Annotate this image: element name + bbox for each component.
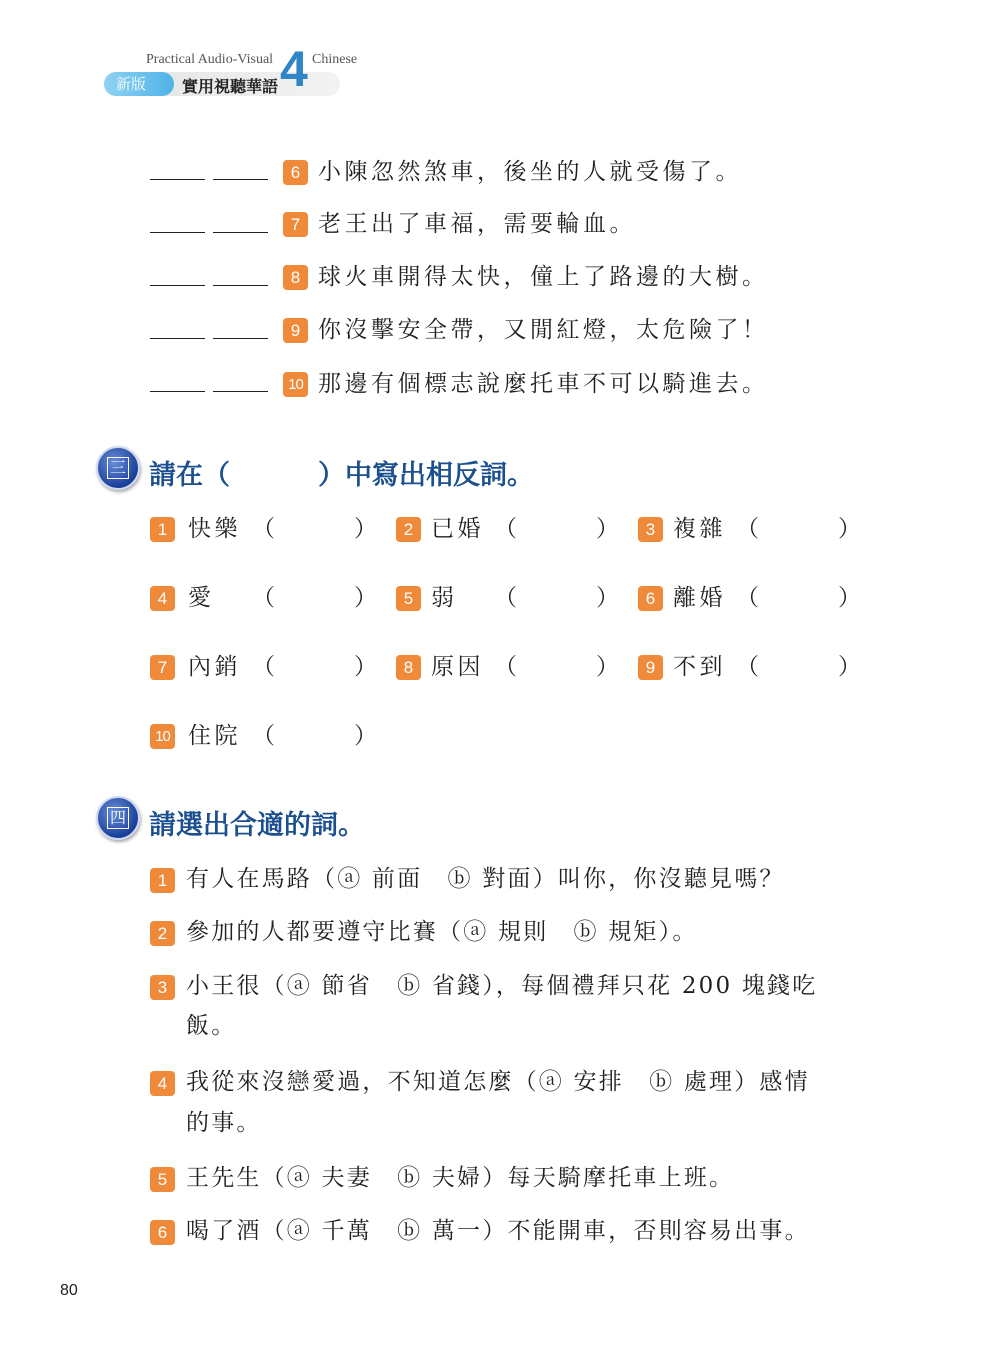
section-three-title-end: ）中寫出相反詞。 <box>318 460 534 491</box>
question-text: 小王很（ⓐ 節省 ⓑ 省錢），每個禮拜只花 200 塊錢吃 <box>186 973 818 999</box>
answer-blank[interactable] <box>213 179 268 180</box>
open-paren: （ <box>494 585 517 611</box>
sentence-text: 那邊有個標志說麼托車不可以騎進去。 <box>318 371 769 397</box>
item-number-badge: 6 <box>150 1220 175 1245</box>
answer-blank[interactable] <box>213 338 268 339</box>
item-number-badge: 8 <box>283 265 308 290</box>
item-number-badge: 10 <box>283 372 308 397</box>
item-number-badge: 7 <box>150 655 175 680</box>
open-paren: （ <box>736 516 759 542</box>
close-paren: ） <box>838 585 861 611</box>
answer-blank[interactable] <box>213 232 268 233</box>
item-number-badge: 4 <box>150 586 175 611</box>
question-text: 喝了酒（ⓐ 千萬 ⓑ 萬一）不能開車，否則容易出事。 <box>186 1218 810 1244</box>
close-paren: ） <box>596 654 619 680</box>
close-paren: ） <box>596 516 619 542</box>
item-number-badge: 1 <box>150 868 175 893</box>
close-paren: ） <box>354 723 377 749</box>
antonym-word: 原因 <box>431 654 484 680</box>
answer-blank[interactable] <box>150 338 205 339</box>
section-three-title-start: 請在（ <box>149 460 230 491</box>
item-number-badge: 3 <box>638 517 663 542</box>
item-number-badge: 1 <box>150 517 175 542</box>
answer-blank[interactable] <box>213 285 268 286</box>
item-number-badge: 4 <box>150 1071 175 1096</box>
item-number-badge: 9 <box>638 655 663 680</box>
section-four-title: 請選出合適的詞。 <box>149 810 365 841</box>
sentence-text: 你沒擊安全帶，又閒紅燈，太危險了！ <box>318 317 769 343</box>
close-paren: ） <box>596 585 619 611</box>
question-text: 王先生（ⓐ 夫妻 ⓑ 夫婦）每天騎摩托車上班。 <box>186 1165 735 1191</box>
open-paren: （ <box>252 723 275 749</box>
header-english-right: Chinese <box>312 52 358 67</box>
open-paren: （ <box>736 654 759 680</box>
section-four-icon: 四 <box>96 796 140 840</box>
item-number-badge: 7 <box>283 212 308 237</box>
antonym-word: 內銷 <box>188 654 241 680</box>
antonym-word: 住院 <box>188 723 241 749</box>
close-paren: ） <box>838 516 861 542</box>
item-number-badge: 5 <box>396 586 421 611</box>
item-number-badge: 9 <box>283 318 308 343</box>
antonym-word: 離婚 <box>673 585 726 611</box>
item-number-badge: 3 <box>150 975 175 1000</box>
item-number-badge: 2 <box>150 921 175 946</box>
answer-blank[interactable] <box>150 391 205 392</box>
edition-badge: 新版 <box>104 72 174 96</box>
item-number-badge: 6 <box>638 586 663 611</box>
answer-blank[interactable] <box>150 232 205 233</box>
antonym-word: 複雜 <box>673 516 726 542</box>
item-number-badge: 6 <box>283 160 308 185</box>
open-paren: （ <box>494 516 517 542</box>
open-paren: （ <box>736 585 759 611</box>
item-number-badge: 8 <box>396 655 421 680</box>
answer-blank[interactable] <box>213 391 268 392</box>
close-paren: ） <box>354 516 377 542</box>
open-paren: （ <box>252 585 275 611</box>
antonym-word: 愛 <box>188 585 215 611</box>
book-title: 實用視聽華語 <box>182 77 279 96</box>
header-english-left: Practical Audio-Visual <box>146 52 274 67</box>
open-paren: （ <box>252 654 275 680</box>
close-paren: ） <box>354 585 377 611</box>
volume-number: 4 <box>280 41 308 97</box>
page-number: 80 <box>60 1282 78 1299</box>
question-text-continued: 的事。 <box>186 1110 262 1136</box>
section-three-icon: 三 <box>96 446 140 490</box>
close-paren: ） <box>354 654 377 680</box>
sentence-text: 球火車開得太快，僮上了路邊的大樹。 <box>318 264 769 290</box>
question-text: 參加的人都要遵守比賽（ⓐ 規則 ⓑ 規矩）。 <box>186 919 698 945</box>
answer-blank[interactable] <box>150 285 205 286</box>
item-number-badge: 2 <box>396 517 421 542</box>
question-text: 我從來沒戀愛過，不知道怎麼（ⓐ 安排 ⓑ 處理）感情 <box>186 1069 810 1095</box>
close-paren: ） <box>838 654 861 680</box>
answer-blank[interactable] <box>150 179 205 180</box>
antonym-word: 快樂 <box>188 516 241 542</box>
item-number-badge: 10 <box>150 724 175 749</box>
antonym-word: 弱 <box>431 585 458 611</box>
open-paren: （ <box>252 516 275 542</box>
sentence-text: 老王出了車福，需要輪血。 <box>318 211 636 237</box>
open-paren: （ <box>494 654 517 680</box>
antonym-word: 已婚 <box>431 516 484 542</box>
item-number-badge: 5 <box>150 1167 175 1192</box>
question-text: 有人在馬路（ⓐ 前面 ⓑ 對面）叫你，你沒聽見嗎？ <box>186 866 785 892</box>
sentence-text: 小陳忽然煞車，後坐的人就受傷了。 <box>318 159 742 185</box>
question-text-continued: 飯。 <box>186 1013 237 1039</box>
antonym-word: 不到 <box>673 654 726 680</box>
